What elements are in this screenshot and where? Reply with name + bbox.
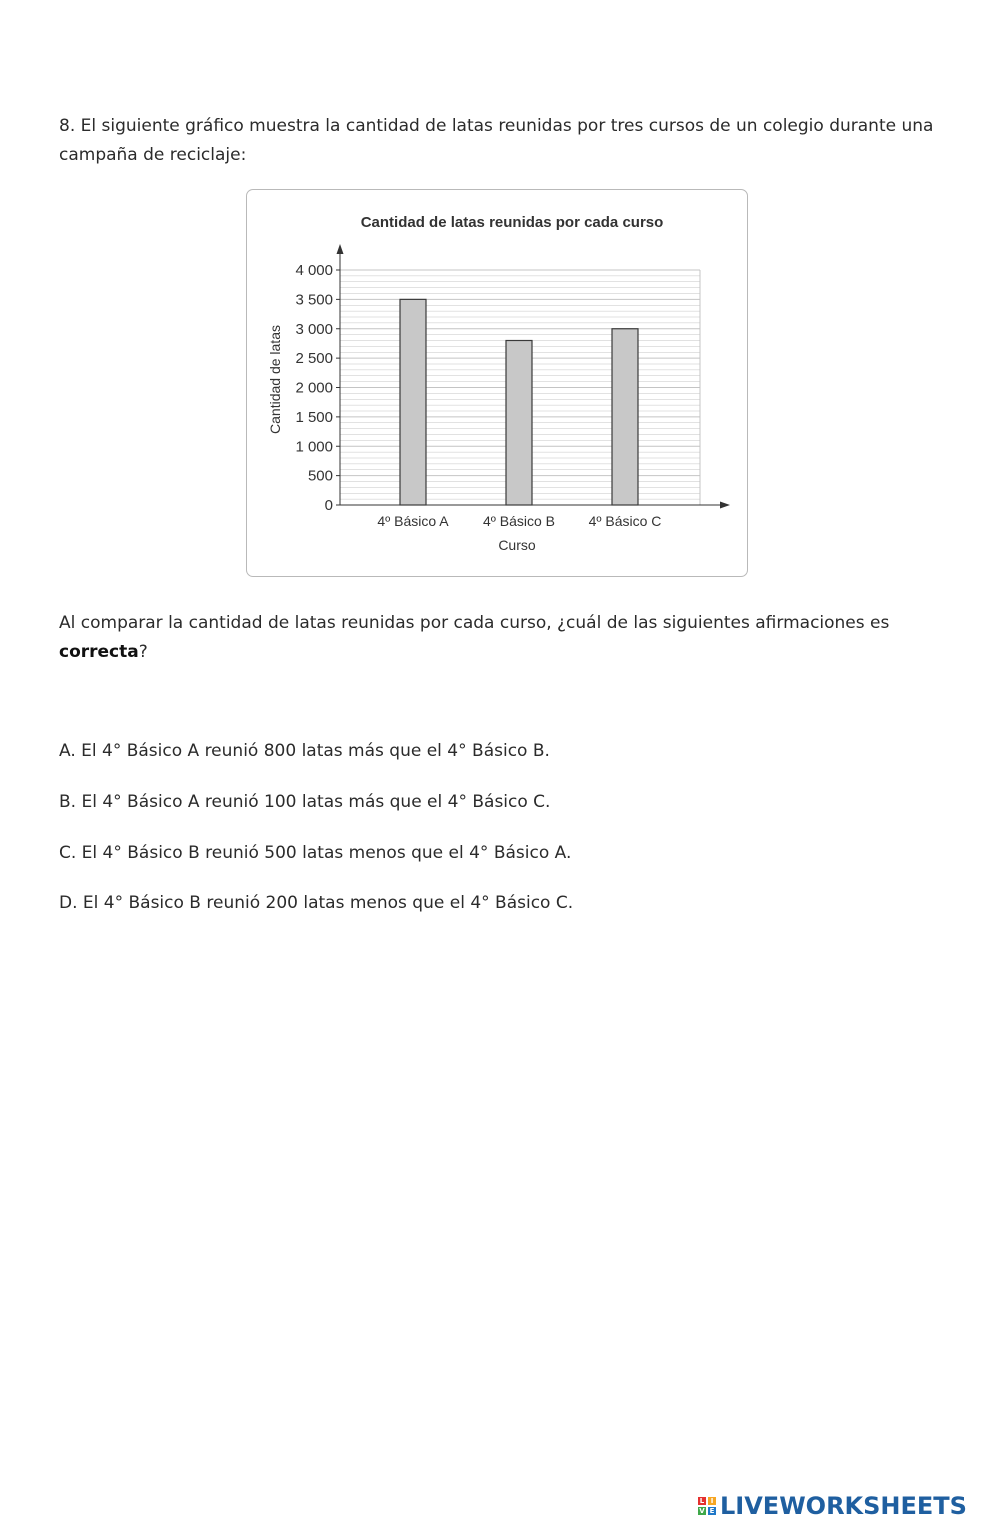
prompt-text [59,609,939,667]
y-tick-label: 1 500 [295,408,333,426]
y-tick-label: 500 [307,467,333,485]
bar-chart [247,190,749,578]
x-axis-arrow [720,502,730,509]
prompt-bold-word: correcta [59,642,139,662]
option-b[interactable]: B. El 4° Básico A reunió 100 latas más que el 4° Básico C. [59,792,551,812]
x-tick-label: 4º Básico C [588,513,662,529]
logo-icon-letter: I [708,1497,716,1505]
bar-2 [506,341,532,506]
y-tick-label: 0 [324,497,333,514]
y-tick-label: 4 000 [295,262,333,279]
y-axis-arrow [337,244,344,254]
logo-icon-letter: V [699,1507,705,1515]
option-a[interactable]: A. El 4° Básico A reunió 800 latas más que el 4° Básico B. [59,741,550,761]
y-tick-label: 1 000 [295,438,333,456]
option-c[interactable]: C. El 4° Básico B reunió 500 latas menos que el 4° Básico A. [59,843,572,863]
chart-title: Cantidad de latas reunidas por cada curso [360,214,664,231]
logo-icon [698,1497,716,1515]
question-text: 8. El siguiente gráfico muestra la cantidad de latas reunidas por tres cursos de un colegio durante una campaña de reciclaje: [59,116,934,165]
logo-icon-letter: E [709,1507,715,1515]
logo-icon-letter: L [699,1497,705,1505]
chart-panel [246,189,748,577]
y-tick-label: 3 500 [295,291,333,309]
y-tick-label: 2 000 [295,379,333,397]
y-axis-label: Cantidad de latas [267,325,283,434]
x-tick-label: 4º Básico B [482,513,556,529]
bar-1 [400,299,426,505]
liveworksheets-logo [698,1491,967,1521]
x-axis-label: Curso [498,537,536,553]
logo-text: LIVEWORKSHEETS [720,1492,967,1520]
option-d[interactable]: D. El 4° Básico B reunió 200 latas menos que el 4° Básico C. [59,893,574,913]
prompt-after: ? [138,642,148,662]
y-tick-label: 3 000 [295,320,333,338]
prompt-before: Al comparar la cantidad de latas reunidas por cada curso, ¿cuál de las siguientes afirmaciones es [59,613,890,633]
x-tick-label: 4º Básico A [377,513,449,529]
y-tick-label: 2 500 [295,350,333,368]
bar-3 [612,329,638,505]
